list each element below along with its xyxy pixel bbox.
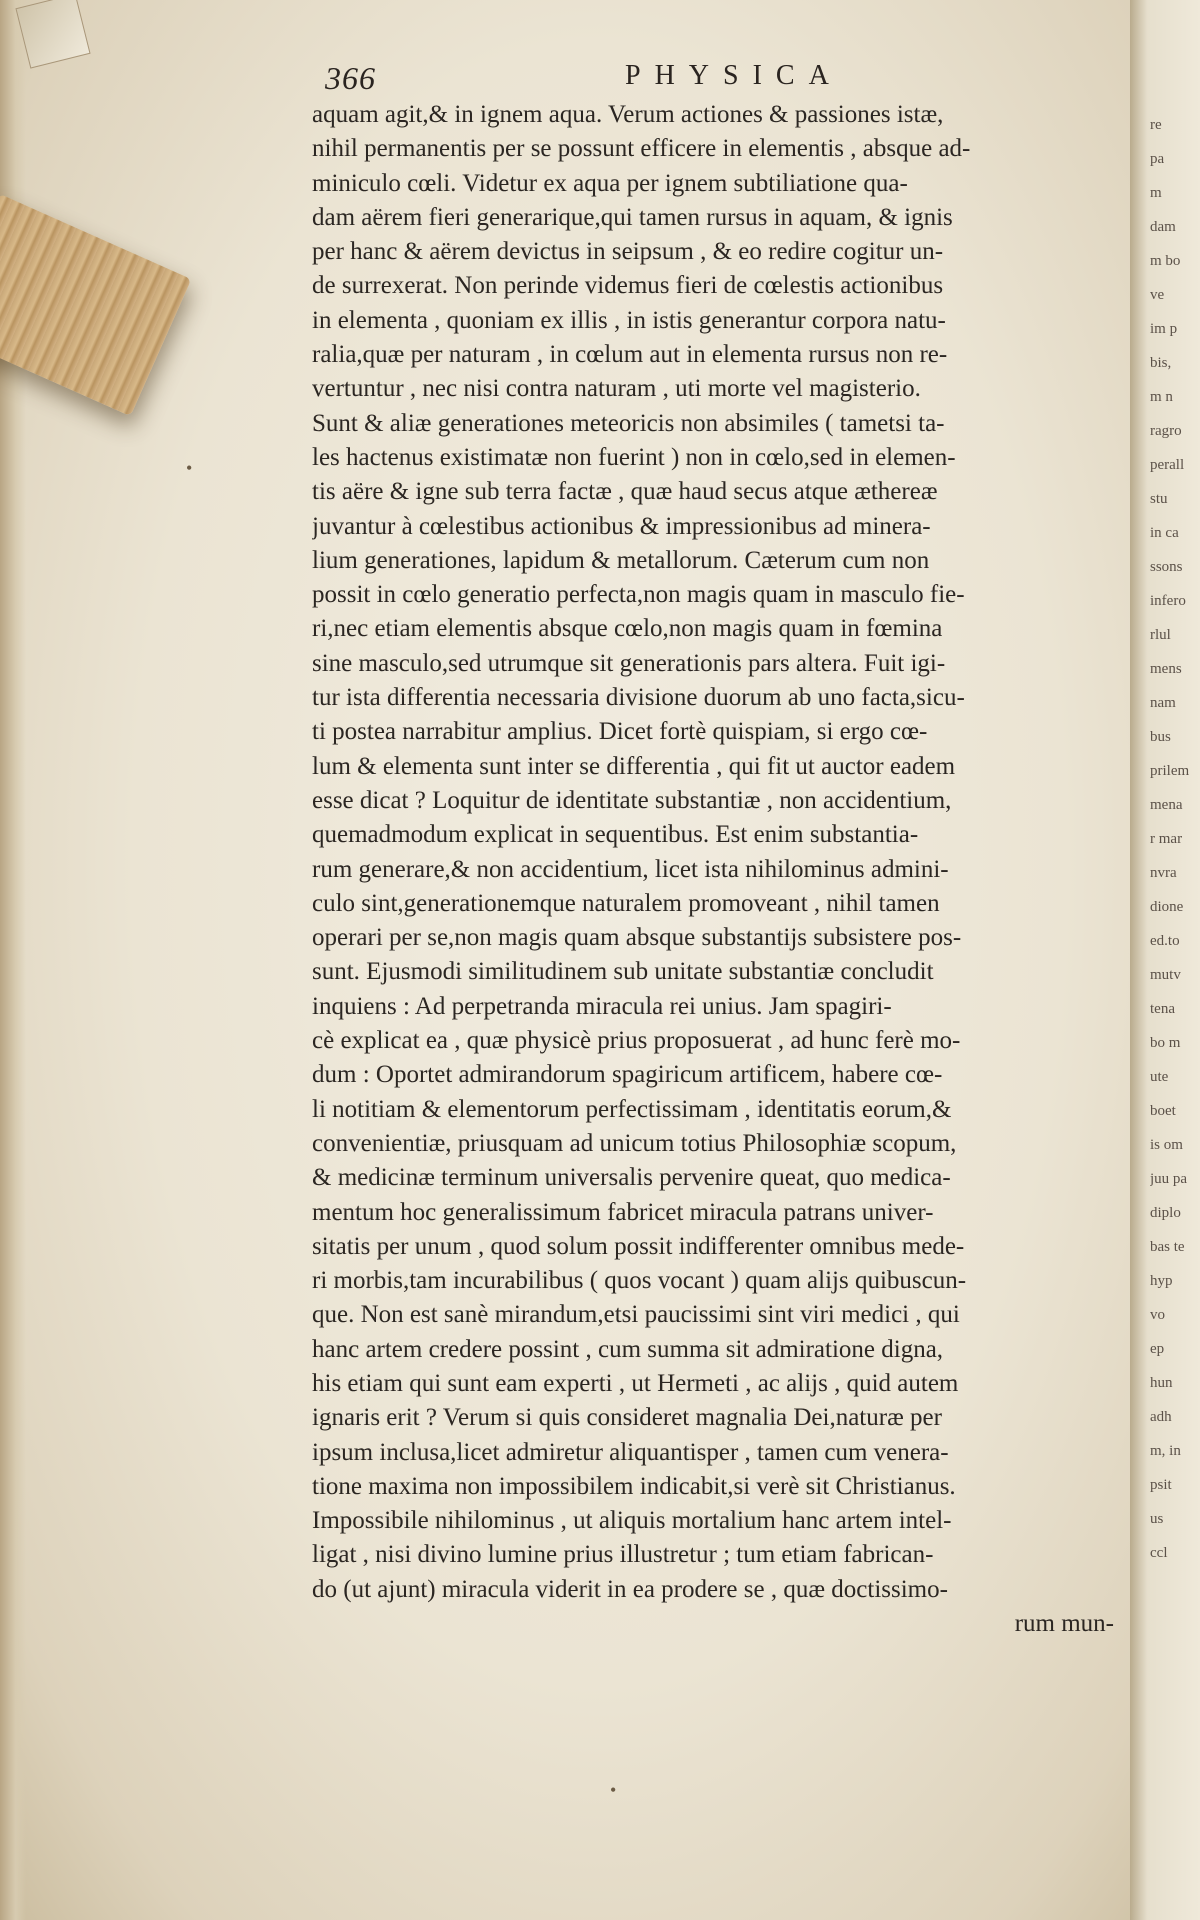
margin-fragment: m xyxy=(1150,185,1162,201)
margin-fragment: boet xyxy=(1150,1103,1176,1119)
text-line: cè explicat ea , quæ physicè prius proposuerat , ad hunc ferè mo- xyxy=(312,1027,961,1055)
folded-paper-corner xyxy=(15,0,90,69)
margin-fragment: us xyxy=(1150,1511,1164,1527)
text-line: tis aëre & igne sub terra factæ , quæ haud secus atque æthereæ xyxy=(312,478,938,506)
margin-fragment: im p xyxy=(1150,321,1178,337)
text-line: ri,nec etiam elementis absque cœlo,non magis quam in fœmina xyxy=(312,615,943,643)
text-line: ri morbis,tam incurabilibus ( quos vocant ) quam alijs quibuscun- xyxy=(312,1267,967,1295)
margin-fragment: vo xyxy=(1150,1307,1165,1323)
running-title: PHYSICA xyxy=(625,60,843,91)
facing-page-margin-text xyxy=(1150,108,1200,1570)
margin-fragment: ssons xyxy=(1150,559,1183,575)
wooden-page-holder xyxy=(0,194,191,416)
margin-fragment: psit xyxy=(1150,1477,1172,1493)
margin-fragment: ccl xyxy=(1150,1545,1168,1561)
text-line: ti postea narrabitur amplius. Dicet fortè quispiam, si ergo cœ- xyxy=(312,718,928,746)
margin-fragment: m, in xyxy=(1150,1443,1181,1459)
margin-fragment: ed.to xyxy=(1150,933,1180,949)
margin-fragment: juu pa xyxy=(1150,1171,1188,1187)
margin-fragment: rlul xyxy=(1150,627,1171,643)
text-line: dam aërem fieri generarique,qui tamen rursus in aquam, & ignis xyxy=(312,203,953,231)
text-line: li notitiam & elementorum perfectissimam , identitatis eorum,& xyxy=(312,1095,952,1123)
body-text-block xyxy=(312,98,1114,1641)
text-line: ralia,quæ per naturam , in cœlum aut in elementa rursus non re- xyxy=(312,341,948,369)
text-line: esse dicat ? Loquitur de identitate substantiæ , non accidentium, xyxy=(312,786,952,814)
margin-fragment: m bo xyxy=(1150,253,1181,269)
text-line: possit in cœlo generatio perfecta,non magis quam in masculo fie- xyxy=(312,581,965,609)
text-line: lum & elementa sunt inter se differentia , qui fit ut auctor eadem xyxy=(312,752,956,780)
text-line: hanc artem credere possint , cum summa sit admiratione digna, xyxy=(312,1335,944,1363)
text-line: ligat , nisi divino lumine prius illustretur ; tum etiam fabrican- xyxy=(312,1541,934,1569)
margin-fragment: bis, xyxy=(1150,355,1172,371)
page-number: 366 xyxy=(325,60,376,96)
text-line: mentum hoc generalissimum fabricet miracula patrans univer- xyxy=(312,1198,934,1226)
margin-fragment: hyp xyxy=(1150,1273,1173,1289)
margin-fragment: mena xyxy=(1150,797,1183,813)
margin-fragment: ragro xyxy=(1150,423,1182,439)
margin-fragment: bus xyxy=(1150,729,1171,745)
margin-fragment: ute xyxy=(1150,1069,1169,1085)
margin-fragment: perall xyxy=(1150,457,1185,473)
margin-fragment: in ca xyxy=(1150,525,1179,541)
text-line: Sunt & aliæ generationes meteoricis non absimiles ( tametsi ta- xyxy=(312,409,945,437)
margin-fragment: adh xyxy=(1150,1409,1172,1425)
margin-fragment: bo m xyxy=(1150,1035,1181,1051)
margin-fragment: re xyxy=(1150,117,1162,133)
text-line: operari per se,non magis quam absque substantijs subsistere pos- xyxy=(312,924,962,952)
text-line: in elementa , quoniam ex illis , in istis generantur corpora natu- xyxy=(312,306,946,334)
text-line: dum : Oportet admirandorum spagiricum artificem, habere cœ- xyxy=(312,1061,943,1089)
ink-speck: • xyxy=(186,458,193,478)
text-line: vertuntur , nec nisi contra naturam , uti morte vel magisterio. xyxy=(312,375,921,403)
text-line: inquiens : Ad perpetranda miracula rei unius. Jam spagiri- xyxy=(312,992,892,1020)
text-line: convenientiæ, priusquam ad unicum totius Philosophiæ scopum, xyxy=(312,1129,957,1157)
margin-fragment: dam xyxy=(1150,219,1176,235)
margin-fragment: nvra xyxy=(1150,865,1177,881)
margin-fragment: is om xyxy=(1150,1137,1183,1153)
text-line: miniculo cœli. Videtur ex aqua per ignem subtiliatione qua- xyxy=(312,169,908,197)
ink-speck: • xyxy=(610,1780,617,1800)
text-line: rum generare,& non accidentium, licet ista nihilominus admini- xyxy=(312,855,949,883)
margin-fragment: infero xyxy=(1150,593,1186,609)
text-line: nihil permanentis per se possunt efficere in elementis , absque ad- xyxy=(312,135,971,163)
margin-fragment: r mar xyxy=(1150,831,1183,847)
margin-fragment: mens xyxy=(1150,661,1182,677)
margin-fragment: dione xyxy=(1150,899,1184,915)
margin-fragment: nam xyxy=(1150,695,1176,711)
margin-fragment: prilem xyxy=(1150,763,1190,779)
text-line: tione maxima non impossibilem indicabit,si verè sit Christianus. xyxy=(312,1472,956,1500)
text-line: ipsum inclusa,licet admiretur aliquantisper , tamen cum venera- xyxy=(312,1438,949,1466)
text-line: juvantur à cœlestibus actionibus & impressionibus ad minera- xyxy=(312,512,931,540)
text-line: aquam agit,& in ignem aqua. Verum actiones & passiones istæ, xyxy=(312,101,944,128)
margin-fragment: hun xyxy=(1150,1375,1173,1391)
text-line: les hactenus existimatæ non fuerint ) non in cœlo,sed in elemen- xyxy=(312,443,956,471)
margin-fragment: ep xyxy=(1150,1341,1165,1357)
text-line: sitatis per unum , quod solum possit indifferenter omnibus mede- xyxy=(312,1232,965,1260)
margin-fragment: diplo xyxy=(1150,1205,1181,1221)
text-line: tur ista differentia necessaria divisione duorum ab uno facta,sicu- xyxy=(312,684,965,712)
text-line: ignaris erit ? Verum si quis consideret magnalia Dei,naturæ per xyxy=(312,1404,942,1432)
margin-fragment: bas te xyxy=(1150,1239,1185,1255)
text-line: sunt. Ejusmodi similitudinem sub unitate substantiæ concludit xyxy=(312,958,934,986)
margin-fragment: pa xyxy=(1150,151,1165,167)
text-line: lium generationes, lapidum & metallorum. Cæterum cum non xyxy=(312,546,930,574)
text-line: per hanc & aërem devictus in seipsum , & eo redire cogitur un- xyxy=(312,238,944,266)
text-line: his etiam qui sunt eam experti , ut Hermeti , ac alijs , quid autem xyxy=(312,1369,959,1397)
margin-fragment: stu xyxy=(1150,491,1168,507)
text-line: do (ut ajunt) miracula viderit in ea prodere se , quæ doctissimo- xyxy=(312,1575,948,1603)
margin-fragment: mutv xyxy=(1150,967,1181,983)
margin-fragment: tena xyxy=(1150,1001,1175,1017)
margin-fragment: ve xyxy=(1150,287,1165,303)
text-line: & medicinæ terminum universalis pervenire queat, quo medica- xyxy=(312,1164,951,1192)
text-line: de surrexerat. Non perinde videmus fieri de cœlestis actionibus xyxy=(312,272,944,300)
text-line: quemadmodum explicat in sequentibus. Est enim substantia- xyxy=(312,821,919,849)
margin-fragment: m n xyxy=(1150,389,1173,405)
text-line: Impossibile nihilominus , ut aliquis mortalium hanc artem intel- xyxy=(312,1507,952,1535)
text-line: que. Non est sanè mirandum,etsi paucissimi sint viri medici , qui xyxy=(312,1301,960,1329)
text-line: sine masculo,sed utrumque sit generationis pars altera. Fuit igi- xyxy=(312,649,946,677)
catchword: rum mun- xyxy=(1014,1610,1114,1638)
text-line: culo sint,generationemque naturalem promoveant , nihil tamen xyxy=(312,889,940,917)
